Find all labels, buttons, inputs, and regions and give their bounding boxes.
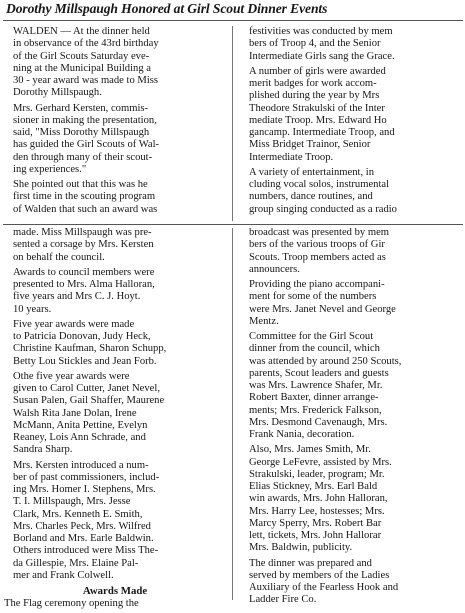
paragraph	[240, 66, 462, 164]
paragraph	[240, 558, 462, 607]
top-left-column	[4, 26, 226, 219]
text-line: Borland and Mrs. Earle Baldwin.	[13, 533, 154, 544]
text-line: cluding vocal solos, instrumental	[249, 179, 390, 190]
text-line: Mrs. Kersten introduced a num-	[13, 459, 149, 471]
text-line: merit badges for work accom-	[249, 78, 377, 89]
paragraph	[240, 26, 462, 63]
text-line: Theodore Strakulski of the Inter	[249, 102, 385, 114]
text-line: ing experiences."	[13, 163, 87, 175]
text-line: Reaney, Lois Ann Schrade, and	[13, 432, 146, 443]
text-line: den through many of their scout-	[13, 151, 153, 163]
text-line: has guided the Girl Scouts of Wal-	[13, 139, 160, 151]
paragraph	[4, 227, 226, 264]
column-divider-bottom	[232, 228, 233, 600]
text-line: Providing the piano accompani-	[249, 279, 385, 290]
text-line: in observance of the 43rd birthday	[13, 38, 159, 50]
text-line: Clark, Mrs. Kenneth E. Smith,	[13, 508, 143, 520]
paragraph	[4, 103, 226, 177]
text-line: of Walden that such an award was	[13, 203, 158, 215]
paragraph	[4, 598, 226, 610]
text-line: 10 years.	[13, 303, 52, 315]
text-line: Sandra Sharp.	[13, 444, 73, 456]
paragraph	[4, 371, 226, 457]
text-line: The Flag ceremony opening the	[4, 597, 139, 609]
text-line: announcers.	[249, 263, 300, 275]
text-line: Mrs. Baldwin, publicity.	[249, 542, 353, 554]
text-line: on behalf the council.	[13, 251, 105, 263]
text-line: ment for some of the numbers	[249, 291, 377, 303]
text-line: made. Miss Millspaugh was pre-	[13, 227, 152, 238]
text-line: Elias Stickney, Mrs. Earl Bald	[249, 481, 378, 492]
text-line: A variety of entertainment, in	[249, 166, 375, 178]
text-line: presented to Mrs. Alma Halloran,	[13, 279, 155, 290]
text-line: group singing conducted as a radio	[249, 203, 397, 215]
subhead-awards-made: Awards Made	[82, 585, 148, 597]
text-line: first time in the scouting program	[13, 191, 156, 203]
text-line: dinner from the council, which	[249, 343, 380, 355]
text-line: plished during the year by Mrs	[249, 90, 380, 102]
bottom-left-body	[4, 227, 226, 582]
text-line: bers of Troop 4, and the Senior	[249, 38, 381, 50]
paragraph	[4, 179, 226, 216]
text-line: Committee for the Girl Scout	[249, 331, 374, 342]
text-line: of the Girl Scouts Saturday eve-	[13, 50, 150, 62]
text-line: Mrs. Gerhard Kersten, commis-	[13, 102, 149, 114]
text-line: ber of past commissioners, includ-	[13, 471, 160, 483]
paragraph	[4, 460, 226, 583]
text-line: bers of the various troops of Gir	[249, 239, 385, 251]
text-line: parents, Scout leaders and guests	[249, 367, 389, 379]
text-line: ments; Mrs. Frederick Falkson,	[249, 404, 382, 416]
paragraph	[240, 227, 462, 276]
text-line: Intermediate Troop.	[249, 151, 334, 163]
paragraph	[4, 26, 226, 100]
text-line: numbers, dance routines, and	[249, 191, 373, 203]
text-line: Others introduced were Miss The-	[13, 545, 159, 557]
text-line: She pointed out that this was he	[13, 179, 148, 190]
text-line: win awards, Mrs. John Halloran,	[249, 493, 388, 505]
text-line: sioner in making the presentation,	[13, 114, 157, 126]
text-line: broadcast was presented by mem	[249, 227, 390, 238]
text-line: was Mrs. Lawrence Shafer, Mr.	[249, 380, 383, 391]
text-line: five years and Mrs C. J. Hoyt.	[13, 291, 141, 303]
text-line: da Gillespie, Mrs. Elaine Pal-	[13, 557, 139, 569]
paragraph	[240, 444, 462, 554]
text-line: 30 - year award was made to Miss	[13, 75, 159, 86]
paragraph	[240, 279, 462, 328]
paragraph	[4, 319, 226, 368]
text-line: Miss Bridget Trainor, Senior	[249, 139, 371, 151]
text-line: A number of girls were awarded	[249, 65, 386, 77]
paragraph	[240, 331, 462, 441]
text-line: Mrs. Harry Lee, hostesses; Mrs.	[249, 505, 385, 517]
text-line: sented a corsage by Mrs. Kersten	[13, 239, 154, 251]
text-line: Awards to council members were	[13, 266, 155, 278]
text-line: Scouts. Troop members acted as	[249, 251, 386, 263]
text-line: Marcy Sperry, Mrs. Robert Bar	[249, 517, 382, 529]
text-line: said, "Miss Dorothy Millspaugh	[13, 127, 150, 138]
headline: Dorothy Millspaugh Honored at Girl Scout Dinner Events	[6, 1, 328, 16]
text-line: Five year awards were made	[13, 318, 135, 330]
bottom-left-tail	[4, 598, 226, 610]
text-line: to Patricia Donovan, Judy Heck,	[13, 331, 151, 342]
text-line: was attended by around 250 Scouts,	[249, 355, 402, 367]
text-line: Also, Mrs. James Smith, Mr.	[249, 444, 371, 456]
text-line: mediate Troop. Mrs. Edward Ho	[249, 114, 387, 126]
text-line: T. I. Millspaugh, Mrs. Jesse	[13, 496, 131, 508]
text-line: The dinner was prepared and	[249, 557, 372, 569]
text-line: Strakulski, leader, program; Mr.	[249, 468, 385, 480]
text-line: mer and Frank Colwell.	[13, 569, 114, 581]
text-line: ing Mrs. Homer I. Stephens, Mrs.	[13, 484, 156, 495]
section-divider	[3, 224, 463, 225]
text-line: lett, tickets, Mrs. John Hallorar	[249, 530, 382, 541]
text-line: Christine Kaufman, Sharon Schupp,	[13, 343, 167, 355]
bottom-right-column	[240, 227, 462, 610]
text-line: ning at the Municipal Building a	[13, 62, 151, 74]
text-line: Walsh Rita Jane Dolan, Irene	[13, 407, 137, 419]
text-line: served by members of the Ladies	[249, 569, 390, 581]
text-line: Ladder Fire Co.	[249, 594, 317, 606]
text-line: Mrs. Charles Peck, Mrs. Wilfred	[13, 520, 151, 532]
text-line: Susan Palen, Gail Shaffer, Maurene	[13, 395, 165, 407]
text-line: George LeFevre, assisted by Mrs.	[249, 456, 392, 468]
text-line: were Mrs. Janet Nevel and George	[249, 303, 396, 315]
text-line: festivities was conducted by mem	[249, 26, 393, 37]
paragraph	[240, 167, 462, 216]
text-line: gancamp. Intermediate Troop, and	[249, 127, 395, 138]
text-line: Frank Nania, decoration.	[249, 429, 355, 440]
text-line: McMann, Anita Pettine, Evelyn	[13, 419, 148, 431]
text-line: Othe five year awards were	[13, 370, 130, 382]
column-divider-top	[232, 26, 233, 221]
bottom-left-column	[4, 227, 226, 613]
text-line: given to Carol Cutter, Janet Nevel,	[13, 383, 160, 394]
headline-rule	[3, 20, 463, 21]
text-line: Mrs. Desmond Cavenaugh, Mrs.	[249, 416, 388, 428]
text-line: WALDEN — At the dinner held	[13, 26, 150, 37]
text-line: Auxiliary of the Fearless Hook and	[249, 582, 399, 593]
text-line: Dorothy Millspaugh.	[13, 87, 102, 99]
text-line: Mentz.	[249, 315, 279, 327]
paragraph	[4, 267, 226, 316]
text-line: Robert Baxter, dinner arrange-	[249, 392, 379, 404]
text-line: Intermediate Girls sang the Grace.	[249, 50, 395, 62]
top-right-column	[240, 26, 462, 219]
text-line: Betty Lou Stickles and Jean Forb.	[13, 355, 157, 367]
